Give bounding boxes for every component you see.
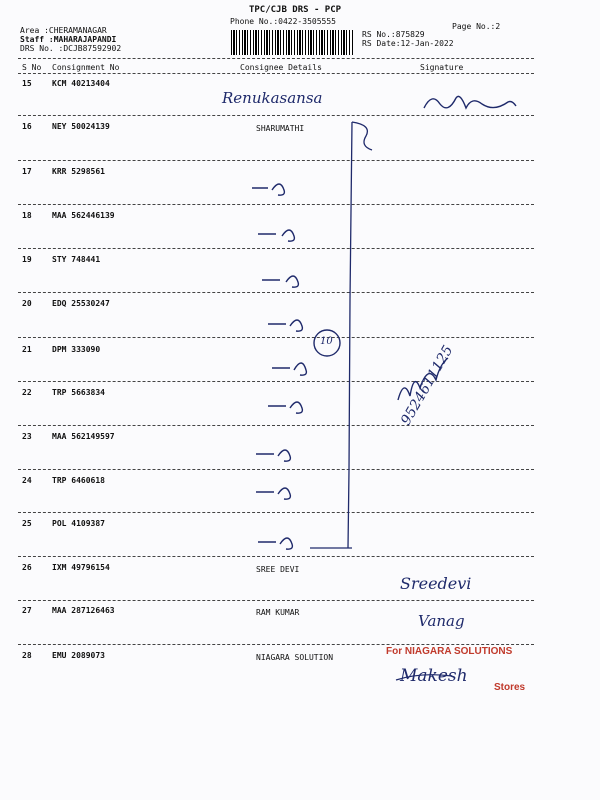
row-consignee: SHARUMATHI: [256, 124, 305, 133]
row-consignee: NIAGARA SOLUTION: [256, 653, 334, 662]
row-consignment-no: STY 748441: [52, 255, 101, 264]
row-sno: 28: [22, 651, 32, 660]
staff-label: Staff :MAHARAJAPANDI: [20, 35, 117, 44]
stamp-stores: Stores: [494, 682, 526, 693]
row-sno: 27: [22, 606, 32, 615]
rs-date: RS Date:12-Jan-2022: [362, 39, 454, 48]
row-consignment-no: IXM 49796154: [52, 563, 110, 572]
initial-mark-19: [262, 276, 298, 287]
row-sno: 17: [22, 167, 32, 176]
row-sno: 21: [22, 345, 32, 354]
drs-number: DRS No. :DCJB87592902: [20, 44, 122, 53]
row-consignment-no: EMU 2089073: [52, 651, 105, 660]
phone-number: Phone No.:0422-3505555: [230, 17, 336, 26]
sheet-title: TPC/CJB DRS - PCP: [248, 5, 342, 15]
row-consignee: RAM KUMAR: [256, 608, 300, 617]
initial-mark-21: [272, 363, 306, 375]
row-consignment-no: TRP 6460618: [52, 476, 105, 485]
row-sno: 23: [22, 432, 32, 441]
row-consignment-no: TRP 5663834: [52, 388, 105, 397]
row-sno: 20: [22, 299, 32, 308]
row-sno: 24: [22, 476, 32, 485]
rs-number: RS No.:875829: [362, 30, 425, 39]
initial-mark-20: [268, 320, 302, 331]
row-sno: 16: [22, 122, 32, 131]
row-consignment-no: MAA 562149597: [52, 432, 115, 441]
bracket-line: [348, 122, 352, 548]
row-consignment-no: MAA 287126463: [52, 606, 115, 615]
handwritten-renukasara: Renukasansa: [222, 89, 323, 107]
row-sno: 18: [22, 211, 32, 220]
row-consignment-no: DPM 333090: [52, 345, 101, 354]
row-consignment-no: EDQ 25530247: [52, 299, 110, 308]
initial-mark-25: [258, 538, 292, 549]
row-sno: 25: [22, 519, 32, 528]
row-sno: 26: [22, 563, 32, 572]
stamp-company: For NIAGARA SOLUTIONS: [386, 646, 513, 657]
signature-scribble-15: [424, 96, 516, 108]
row-consignment-no: KCM 40213404: [52, 79, 110, 88]
row-consignment-no: KRR 5298561: [52, 167, 105, 176]
row-consignment-no: POL 4109387: [52, 519, 105, 528]
row-sno: 15: [22, 79, 32, 88]
row-consignee: SREE DEVI: [256, 565, 300, 574]
col-header-sno: S No: [22, 63, 42, 72]
handwritten-makesh: Makesh: [400, 666, 468, 686]
initial-mark-23: [256, 450, 290, 461]
col-header-consignment: Consignment No: [52, 63, 120, 72]
initial-mark-17: [252, 184, 284, 195]
row-consignment-no: NEY 50024139: [52, 122, 110, 131]
initial-marks: [252, 184, 306, 549]
initial-mark-24: [256, 488, 290, 499]
row-sno: 19: [22, 255, 32, 264]
initial-mark-18: [258, 230, 294, 241]
col-header-consignee: Consignee Details: [240, 63, 322, 72]
initial-mark-22: [268, 402, 302, 413]
area-label: Area :CHERAMANAGAR: [20, 26, 107, 35]
row-sno: 22: [22, 388, 32, 397]
page-number: Page No.:2: [452, 22, 501, 31]
handwritten-circled-number: 10: [320, 336, 333, 347]
bracket-brace: [352, 122, 372, 150]
row-consignment-no: MAA 562446139: [52, 211, 115, 220]
handwritten-phone: 9524611125: [398, 342, 457, 428]
handwritten-sreedevi: Sreedevi: [400, 574, 472, 593]
col-header-signature: Signature: [420, 63, 464, 72]
handwritten-vanag: Vanag: [418, 612, 465, 630]
